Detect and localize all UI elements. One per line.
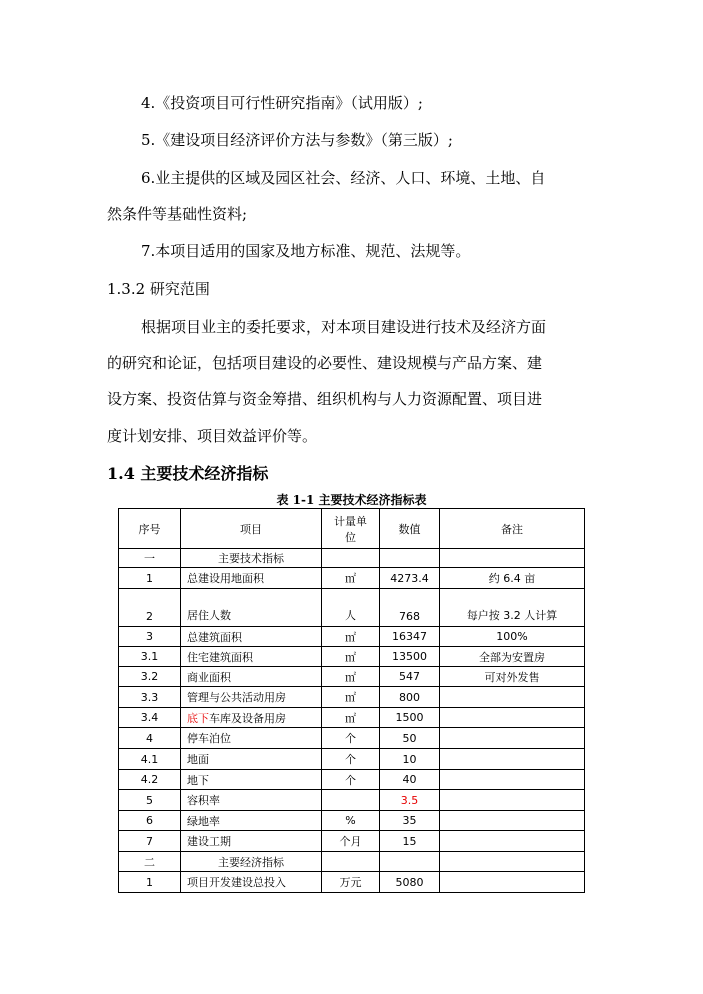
cell-note <box>440 831 585 852</box>
cell-value: 16347 <box>380 627 440 647</box>
cell-seq: 一 <box>119 549 181 568</box>
cell-note: 可对外发售 <box>440 667 585 687</box>
table-header-row <box>119 509 585 549</box>
cell-unit <box>322 852 380 872</box>
cell-value: 5080 <box>380 872 440 893</box>
table-row <box>119 568 585 589</box>
cell-item: 管理与公共活动用房 <box>181 687 322 708</box>
para-line-4: 然条件等基础性资料; <box>107 205 248 223</box>
cell-note: 100% <box>440 627 585 647</box>
table-row <box>119 790 585 811</box>
cell-unit: ㎡ <box>322 708 380 728</box>
section-title: 1.4 主要技术经济指标 <box>107 464 269 483</box>
cell-seq: 6 <box>119 811 181 831</box>
cell-note <box>440 872 585 893</box>
cell-unit: ㎡ <box>322 667 380 687</box>
para-line-8: 的研究和论证，包括项目建设的必要性、建设规模与产品方案、建 <box>107 354 543 372</box>
cell-value: 13500 <box>380 647 440 667</box>
cell-value: 15 <box>380 831 440 852</box>
highlighted-value: 3.5 <box>400 793 419 807</box>
cell-value: 10 <box>380 749 440 770</box>
para-line-9: 设方案、投资估算与资金筹措、组织机构与人力资源配置、项目进 <box>107 390 543 408</box>
para-line-2: 5.《建设项目经济评价方法与参数》（第三版）; <box>141 131 453 149</box>
cell-seq: 3 <box>119 627 181 647</box>
highlighted-text: 底下 <box>187 711 209 725</box>
cell-value: 768 <box>380 589 440 627</box>
cell-value <box>380 790 440 811</box>
cell-item: 地面 <box>181 749 322 770</box>
table-row <box>119 549 585 568</box>
cell-seq: 7 <box>119 831 181 852</box>
cell-unit: 个 <box>322 749 380 770</box>
table-row <box>119 589 585 627</box>
table-row <box>119 831 585 852</box>
cell-value: 35 <box>380 811 440 831</box>
header-unit: 计量单 位 <box>322 509 380 549</box>
cell-seq: 1 <box>119 872 181 893</box>
header-seq: 序号 <box>119 509 181 549</box>
cell-value: 50 <box>380 728 440 749</box>
cell-item: 居住人数 <box>181 589 322 627</box>
header-item: 项目 <box>181 509 322 549</box>
para-line-3: 6.业主提供的区域及园区社会、经济、人口、环境、土地、自 <box>141 169 546 187</box>
table-row <box>119 872 585 893</box>
cell-note: 每户按 3.2 人计算 <box>440 589 585 627</box>
cell-value: 4273.4 <box>380 568 440 589</box>
cell-note <box>440 852 585 872</box>
cell-value: 800 <box>380 687 440 708</box>
cell-seq: 3.1 <box>119 647 181 667</box>
cell-value <box>380 852 440 872</box>
cell-note: 约 6.4 亩 <box>440 568 585 589</box>
cell-unit <box>322 790 380 811</box>
cell-item: 建设工期 <box>181 831 322 852</box>
cell-seq: 4.1 <box>119 749 181 770</box>
table-row <box>119 627 585 647</box>
cell-item: 底下车库及设备用房 <box>181 708 322 728</box>
cell-note: 全部为安置房 <box>440 647 585 667</box>
cell-seq: 3.2 <box>119 667 181 687</box>
cell-unit: ㎡ <box>322 687 380 708</box>
cell-seq: 5 <box>119 790 181 811</box>
subsection-heading: 1.3.2 研究范围 <box>107 280 210 298</box>
table-row <box>119 852 585 872</box>
cell-item: 项目开发建设总投入 <box>181 872 322 893</box>
cell-value: 1500 <box>380 708 440 728</box>
cell-unit: % <box>322 811 380 831</box>
table-row <box>119 667 585 687</box>
cell-item: 绿地率 <box>181 811 322 831</box>
cell-item: 主要经济指标 <box>181 852 322 872</box>
table-row <box>119 811 585 831</box>
cell-seq: 3.4 <box>119 708 181 728</box>
cell-unit: 个 <box>322 728 380 749</box>
para-line-7: 根据项目业主的委托要求，对本项目建设进行技术及经济方面 <box>141 318 547 336</box>
cell-item: 总建设用地面积 <box>181 568 322 589</box>
cell-unit: ㎡ <box>322 627 380 647</box>
table-row <box>119 770 585 790</box>
cell-note <box>440 749 585 770</box>
cell-unit: 个 <box>322 770 380 790</box>
table-row <box>119 749 585 770</box>
cell-note <box>440 790 585 811</box>
cell-note <box>440 708 585 728</box>
cell-unit: 万元 <box>322 872 380 893</box>
cell-note <box>440 549 585 568</box>
table-caption: 表 1-1 主要技术经济指标表 <box>276 493 427 507</box>
cell-item: 停车泊位 <box>181 728 322 749</box>
cell-note <box>440 811 585 831</box>
cell-seq: 二 <box>119 852 181 872</box>
cell-note <box>440 687 585 708</box>
cell-note <box>440 770 585 790</box>
cell-seq: 4 <box>119 728 181 749</box>
cell-unit <box>322 549 380 568</box>
para-line-1: 4.《投资项目可行性研究指南》（试用版）; <box>141 94 423 112</box>
cell-value: 547 <box>380 667 440 687</box>
cell-item: 住宅建筑面积 <box>181 647 322 667</box>
cell-seq: 2 <box>119 589 181 627</box>
cell-unit: ㎡ <box>322 568 380 589</box>
cell-unit: 人 <box>322 589 380 627</box>
cell-item: 主要技术指标 <box>181 549 322 568</box>
header-value: 数值 <box>380 509 440 549</box>
indicator-table <box>118 508 585 893</box>
table-row <box>119 687 585 708</box>
cell-value <box>380 549 440 568</box>
cell-value: 40 <box>380 770 440 790</box>
table-row <box>119 728 585 749</box>
cell-item: 总建筑面积 <box>181 627 322 647</box>
cell-unit: 个月 <box>322 831 380 852</box>
header-note: 备注 <box>440 509 585 549</box>
cell-seq: 3.3 <box>119 687 181 708</box>
cell-seq: 1 <box>119 568 181 589</box>
cell-unit: ㎡ <box>322 647 380 667</box>
table-row <box>119 647 585 667</box>
para-line-10: 度计划安排、项目效益评价等。 <box>107 427 318 445</box>
cell-item: 商业面积 <box>181 667 322 687</box>
cell-seq: 4.2 <box>119 770 181 790</box>
cell-item: 容积率 <box>181 790 322 811</box>
cell-item: 地下 <box>181 770 322 790</box>
cell-note <box>440 728 585 749</box>
table-row <box>119 708 585 728</box>
para-line-5: 7.本项目适用的国家及地方标准、规范、法规等。 <box>141 242 471 260</box>
